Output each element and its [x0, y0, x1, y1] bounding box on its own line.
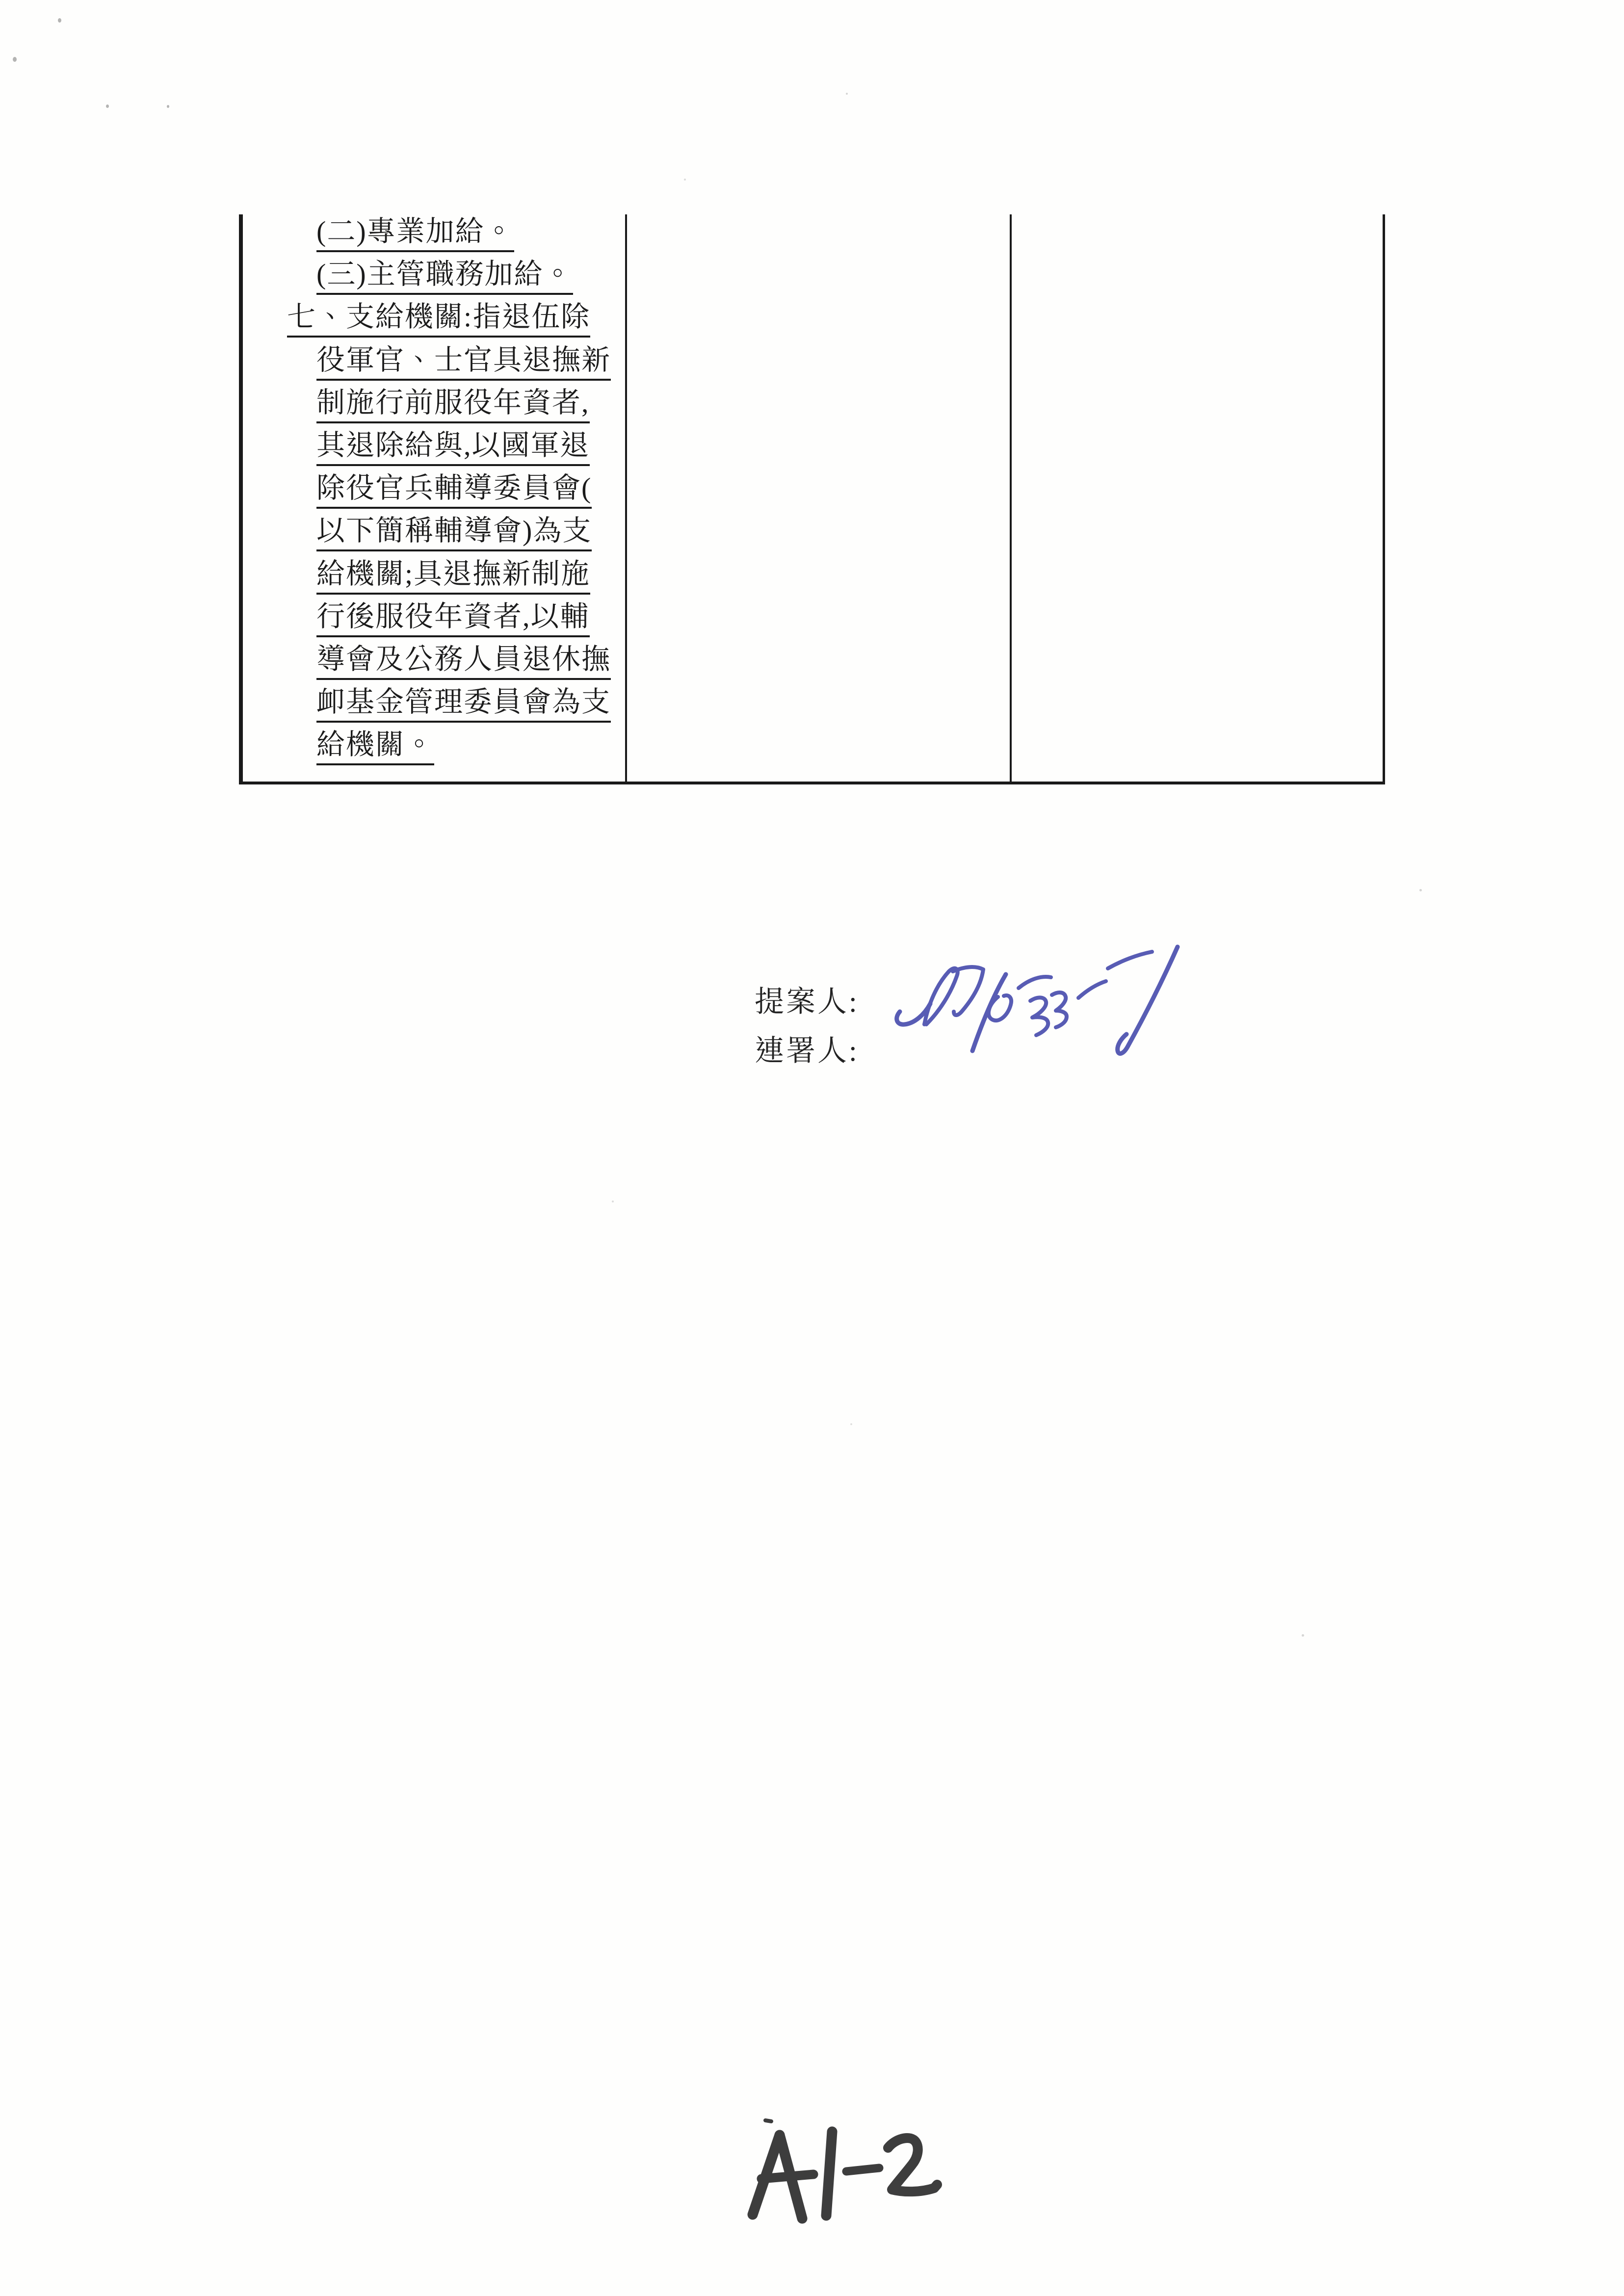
table-divider-2 [1010, 214, 1012, 784]
proposer-label: 提案人: [755, 986, 859, 1018]
dust-speck [684, 179, 686, 181]
dust-speck [106, 104, 109, 108]
table-text-line: 制施行前服役年資者, [316, 389, 590, 423]
dust-speck [1302, 1634, 1304, 1637]
dust-speck [58, 18, 61, 23]
table-text-line: 行後服役年資者,以輔 [316, 602, 590, 637]
table-border-right [1383, 214, 1385, 784]
dust-speck [846, 93, 848, 95]
table-text-line: 七、支給機關:指退伍除 [287, 303, 590, 338]
table-text-line: 除役官兵輔導委員會( [316, 474, 592, 509]
table-border-bottom [239, 782, 1385, 784]
table-text-line: (三)主管職務加給。 [316, 260, 573, 295]
table-text-line: 導會及公務人員退休撫 [316, 645, 611, 680]
dust-speck [850, 1423, 852, 1425]
dust-speck [612, 1200, 614, 1202]
dust-speck [1419, 889, 1422, 891]
table-divider-1 [625, 214, 627, 784]
page-code-handwriting [736, 2114, 957, 2232]
table-border-left [239, 214, 243, 784]
dust-speck [167, 105, 169, 108]
table-text-line: 給機關。 [316, 731, 434, 765]
table-text-line: (二)專業加給。 [316, 217, 514, 252]
table-text-line: 給機關;具退撫新制施 [316, 560, 590, 595]
table-text-line: 卹基金管理委員會為支 [316, 688, 611, 723]
cosigner-label: 連署人: [755, 1035, 859, 1067]
dust-speck [13, 57, 17, 62]
table-text-line: 以下簡稱輔導會)為支 [316, 517, 592, 551]
table-text-line: 其退除給與,以國軍退 [316, 431, 590, 466]
table-text-line: 役軍官、士官具退撫新 [316, 346, 611, 381]
signature-handwriting [883, 937, 1197, 1074]
